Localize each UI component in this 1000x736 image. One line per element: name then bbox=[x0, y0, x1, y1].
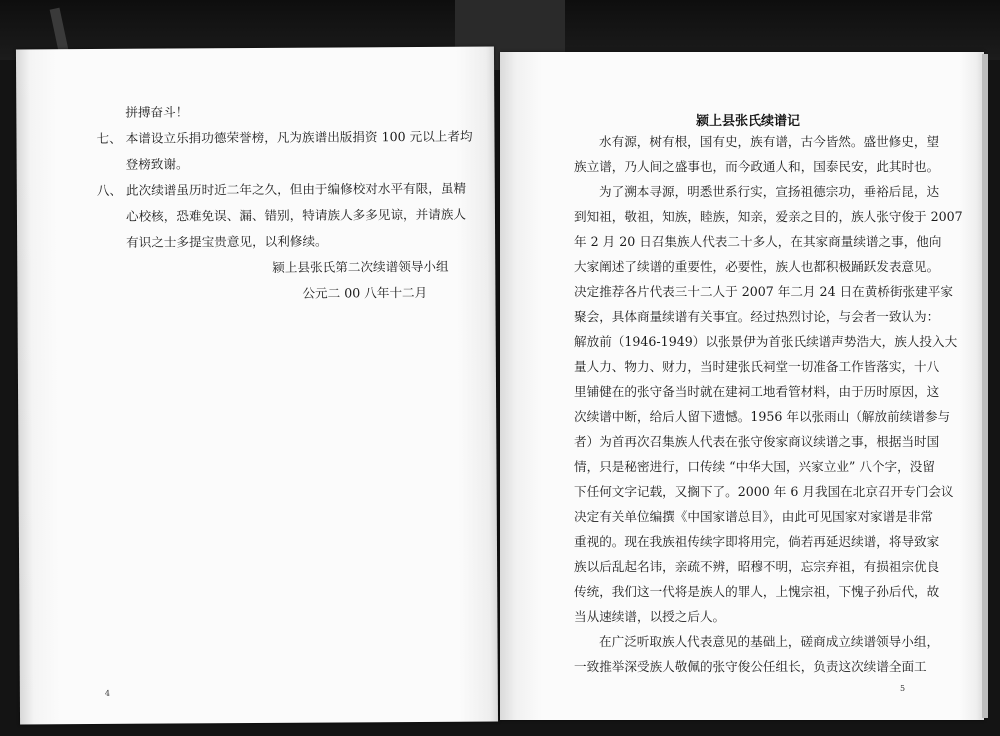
right-line-6: 大家阐述了续谱的重要性，必要性，族人也都积极踊跃发表意见。 bbox=[574, 259, 940, 274]
left-signature-date: 公元二 00 八年十二月 bbox=[302, 284, 428, 301]
right-line-19: 传统，我们这一代将是族人的罪人，上愧宗祖，下愧子孙后代，故 bbox=[574, 584, 940, 599]
left-line-6: 有识之士多提宝贵意见，以利修续。 bbox=[126, 233, 328, 250]
right-line-12: 次续谱中断，给后人留下遗憾。1956 年以张雨山（解放前续谱参与 bbox=[574, 409, 951, 424]
right-line-17: 重视的。现在我族祖传续字即将用完，倘若再延迟续谱，将导致家 bbox=[574, 534, 940, 549]
right-line-13: 者）为首再次召集族人代表在张守俊家商议续谱之事，根据当时国 bbox=[574, 434, 940, 449]
right-line-10: 量人力、物力、财力，当时建张氏祠堂一切准备工作皆落实，十八 bbox=[574, 359, 940, 374]
left-page bbox=[16, 47, 498, 725]
right-page bbox=[500, 52, 984, 720]
left-line-3: 登榜致谢。 bbox=[125, 156, 189, 172]
left-signature-org: 颍上县张氏第二次续谱领导小组 bbox=[272, 258, 449, 275]
left-page-number: 4 bbox=[104, 688, 110, 698]
page-title: 颍上县张氏续谱记 bbox=[696, 114, 801, 129]
right-line-14: 情，只是秘密进行，口传续 “中华大国，兴家立业” 八个字，没留 bbox=[574, 459, 935, 474]
right-line-18: 族以后乱起名讳，亲疏不辨，昭穆不明，忘宗弃祖，有损祖宗优良 bbox=[574, 559, 940, 574]
left-line-1: 拼搏奋斗！ bbox=[125, 104, 189, 120]
left-line-2: 七、 本谱设立乐捐功德荣誉榜，凡为族谱出版捐资 100 元以上者均 bbox=[96, 128, 473, 146]
right-line-9: 解放前（1946-1949）以张景伊为首张氏续谱声势浩大，族人投入大 bbox=[574, 334, 958, 349]
right-line-20: 当从速续谱，以授之后人。 bbox=[574, 609, 726, 624]
right-line-4: 到知祖，敬祖，知族，睦族，知亲，爱亲之目的，族人张守俊于 2007 bbox=[574, 209, 963, 224]
right-line-16: 决定有关单位编撰《中国家谱总目》，由此可见国家对家谱是非常 bbox=[574, 509, 933, 524]
right-line-22: 一致推举深受族人敬佩的张守俊公任组长，负责这次续谱全面工 bbox=[574, 659, 927, 674]
right-line-1: 水有源，树有根，国有史，族有谱，古今皆然。盛世修史，望 bbox=[599, 134, 940, 149]
right-line-21: 在广泛听取族人代表意见的基础上，磋商成立续谱领导小组， bbox=[599, 634, 940, 649]
right-page-number: 5 bbox=[900, 684, 906, 693]
right-line-2: 族立谱，乃人间之盛事也，而今政通人和，国泰民安，此其时也。 bbox=[574, 159, 940, 174]
right-line-7: 决定推荐各片代表三十二人于 2007 年二月 24 日在黄桥街张建平家 bbox=[574, 284, 953, 299]
left-line-4: 八、 此次续谱虽历时近二年之久，但由于编修校对水平有限，虽精 bbox=[96, 180, 467, 198]
right-line-15: 下任何文字记载，又搁下了。2000 年 6 月我国在北京召开专门会议 bbox=[574, 484, 954, 499]
right-line-3: 为了溯本寻源，明悉世系行实，宣扬祖德宗功，垂裕后昆，达 bbox=[599, 184, 940, 199]
page-stack-edge bbox=[982, 54, 988, 718]
right-line-8: 聚会，具体商量续谱有关事宜。经过热烈讨论，与会者一致认为： bbox=[574, 309, 940, 324]
left-line-5: 心校核，恐难免误、漏、错别，特请族人多多见谅，并请族人 bbox=[125, 206, 467, 224]
right-line-5: 年 2 月 20 日召集族人代表二十多人，在其家商量续谱之事，他向 bbox=[574, 234, 942, 249]
right-line-11: 里铺健在的张守备当时就在建祠工地看管材料，由于历时原因，这 bbox=[574, 384, 940, 399]
